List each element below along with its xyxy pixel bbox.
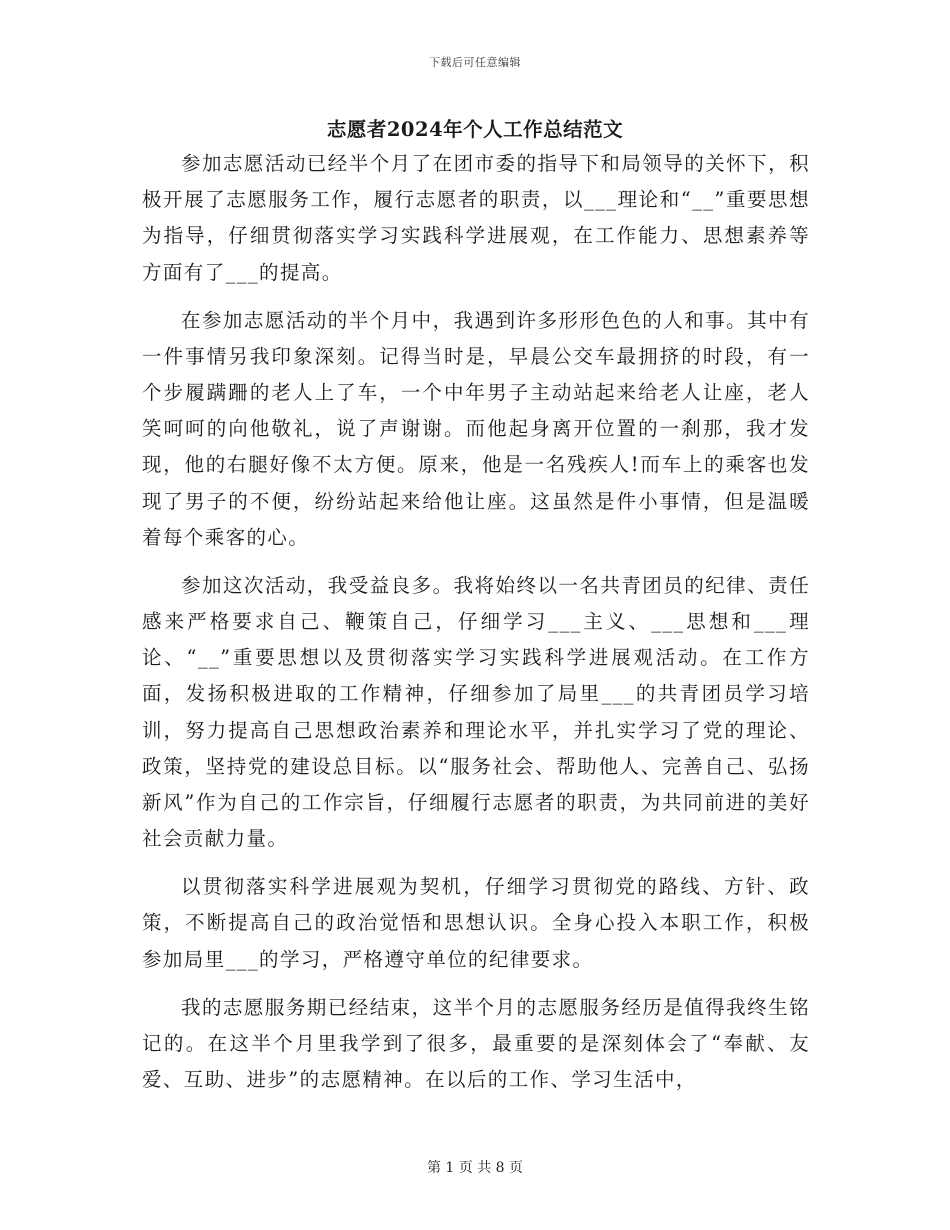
paragraph: 我的志愿服务期已经结束，这半个月的志愿服务经历是值得我终生铭记的。在这半个月里我学到了很多，最重要的是深刻体会了“奉献、友爱、互助、进步”的志愿精神。在以后的工作、学习生活中，	[142, 995, 810, 1092]
document-body	[142, 146, 810, 1110]
page-number: 第 1 页 共 8 页	[426, 1160, 524, 1176]
paragraph: 参加这次活动，我受益良多。我将始终以一名共青团员的纪律、责任感来严格要求自己、鞭策自己，仔细学习___主义、___思想和___理论、“__”重要思想以及贯彻落实学习实践科学进展观活动。在工作方面，发扬积极进取的工作精神，仔细参加了局里___的共青团员学习培训，努力提高自己思想政治素养和理论水平，并扎实学习了党的理论、政策，坚持党的建设总目标。以“服务社会、帮助他人、完善自己、弘扬新风”作为自己的工作宗旨，仔细履行志愿者的职责，为共同前进的美好社会贡献力量。	[142, 573, 810, 851]
paragraph: 在参加志愿活动的半个月中，我遇到许多形形色色的人和事。其中有一件事情另我印象深刻。记得当时是，早晨公交车最拥挤的时段，有一个步履蹒跚的老人上了车，一个中年男子主动站起来给老人让座，老人笑呵呵的向他敬礼，说了声谢谢。而他起身离开位置的一刹那，我才发现，他的右腿好像不太方便。原来，他是一名残疾人!而车上的乘客也发现了男子的不便，纷纷站起来给他让座。这虽然是件小事情，但是温暖着每个乘客的心。	[142, 308, 810, 549]
paragraph: 以贯彻落实科学进展观为契机，仔细学习贯彻党的路线、方针、政策，不断提高自己的政治觉悟和思想认识。全身心投入本职工作，积极参加局里___的学习，严格遵守单位的纪律要求。	[142, 875, 810, 971]
paragraph: 参加志愿活动已经半个月了在团市委的指导下和局领导的关怀下，积极开展了志愿服务工作，履行志愿者的职责，以___理论和“__”重要思想为指导，仔细贯彻落实学习实践科学进展观，在工作能力、思想素养等方面有了___的提高。	[142, 152, 810, 284]
document-title: 志愿者2024年个人工作总结范文	[326, 118, 624, 141]
header-note: 下载后可任意编辑	[429, 56, 521, 69]
